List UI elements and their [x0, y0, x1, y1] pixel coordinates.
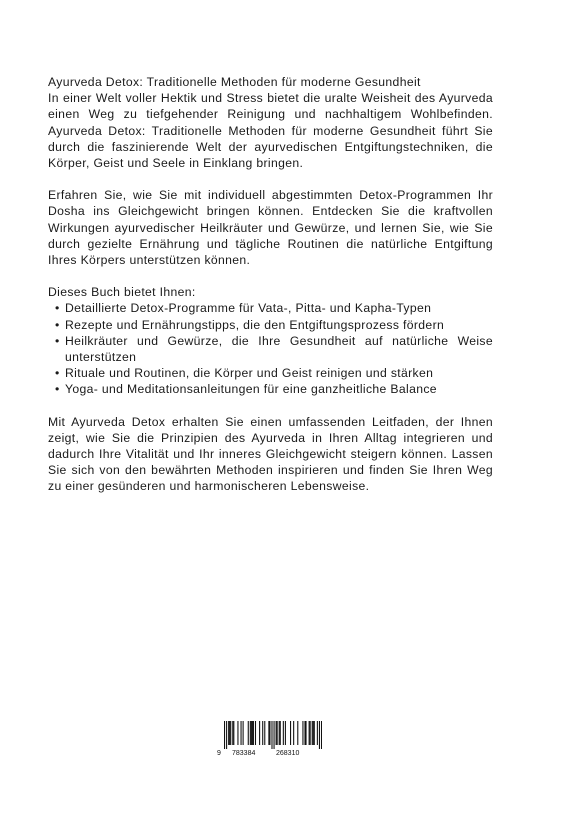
barcode-bar: [279, 721, 280, 745]
barcode-bar: [319, 721, 320, 749]
barcode-bar: [251, 721, 252, 745]
barcode-bar: [264, 721, 265, 745]
barcode-bar: [232, 721, 233, 745]
barcode-bar: [237, 721, 238, 745]
barcode-bar: [226, 721, 227, 749]
intro-paragraph: In einer Welt voller Hektik und Stress bietet die uralte Weisheit des Ayurveda einen Weg zu tiefgehender Reinigung und nachhaltigem Wohlbefinden. Ayurveda Detox: Traditionelle Methoden für moderne Gesundheit führt Sie durch die faszinierende Welt der ayurvedischen Entgiftungstechniken, die Körper, Geist und Seele in Einklang bringen.: [48, 91, 493, 171]
barcode-digit-first: 9: [217, 750, 221, 757]
barcode-bar: [283, 721, 284, 745]
list-item-text: Heilkräuter und Gewürze, die Ihre Gesundheit auf natürliche Weise unterstützen: [65, 333, 493, 365]
barcode-bar: [321, 721, 322, 749]
barcode-bar: [250, 721, 251, 745]
list-heading: Dieses Buch bietet Ihnen:: [48, 285, 196, 300]
list-item: [48, 300, 493, 316]
barcode-bar: [277, 721, 278, 745]
barcode-bar: [297, 721, 298, 745]
barcode-bar: [248, 721, 249, 745]
barcode-digits-left: 783384: [232, 750, 256, 757]
barcode-digits-right: 268310: [276, 750, 300, 757]
barcode-bar: [312, 721, 313, 745]
barcode-bar: [269, 721, 270, 745]
barcode-bar: [317, 721, 318, 745]
list-item: [48, 365, 493, 381]
bullet-icon: •: [55, 382, 60, 397]
list-item-text: Rezepte und Ernährungstipps, die den Entgiftungsprozess fördern: [65, 317, 445, 332]
barcode-bar: [309, 721, 310, 745]
barcode-bar: [228, 721, 229, 745]
closing-paragraph: Mit Ayurveda Detox erhalten Sie einen umfassenden Leitfaden, der Ihnen zeigt, wie Sie die Prinzipien des Ayurveda in Ihren Alltag integrieren und dadurch Ihre Vitalität und Ihr inneres Gleichgewicht steigern können. Lassen Sie sich von den bewährten Methoden inspirieren und finden Sie Ihren Weg zu einer gesünderen und harmonischeren Lebensweise.: [48, 414, 493, 494]
barcode-bar: [229, 721, 230, 745]
barcode-bar: [230, 721, 231, 745]
barcode-bar: [280, 721, 281, 745]
barcode-bar: [305, 721, 306, 745]
barcode-bar: [252, 721, 253, 745]
barcode-bars: [224, 721, 322, 749]
list-item: [48, 381, 493, 397]
list-item-text: Rituale und Routinen, die Körper und Geist reinigen und stärken: [65, 366, 434, 381]
paragraph-gap: [48, 171, 493, 187]
barcode-bar: [310, 721, 311, 745]
barcode-bar: [304, 721, 305, 745]
barcode-bar: [262, 721, 263, 745]
paragraph-gap: [48, 398, 493, 414]
barcode-bar: [314, 721, 315, 745]
barcode-bar: [241, 721, 242, 745]
isbn-barcode: [217, 721, 322, 759]
paragraph-gap: [48, 268, 493, 284]
barcode-bar: [276, 721, 277, 745]
barcode-bar: [233, 721, 234, 745]
list-item: [48, 317, 493, 333]
bullet-icon: •: [55, 317, 60, 332]
barcode-bar: [313, 721, 314, 745]
barcode-bar: [285, 721, 286, 745]
barcode-bar: [293, 721, 294, 745]
barcode-bar: [243, 721, 244, 745]
barcode-bar: [271, 721, 272, 749]
barcode-bar: [259, 721, 260, 745]
benefits-list: [48, 300, 493, 397]
barcode-bar: [274, 721, 275, 749]
list-item-text: Yoga- und Meditationsanleitungen für eine ganzheitliche Balance: [65, 382, 437, 397]
barcode-bar: [255, 721, 256, 745]
paragraph-two: Erfahren Sie, wie Sie mit individuell abgestimmten Detox-Programmen Ihr Dosha ins Gleichgewicht bringen können. Entdecken Sie die kraftvollen Wirkungen ayurvedischer Heilkräuter und Gewürze, und lernen Sie, wie Sie durch gezielte Ernährung und tägliche Routinen die natürliche Entgiftung Ihres Körpers unterstützen können.: [48, 188, 493, 268]
list-item-text: Detaillierte Detox-Programme für Vata-, Pitta- und Kapha-Typen: [65, 301, 432, 316]
list-item: [48, 333, 493, 365]
barcode-digits: [217, 749, 322, 759]
bullet-icon: •: [55, 366, 60, 381]
barcode-bar: [268, 721, 269, 745]
bullet-icon: •: [55, 301, 60, 316]
bullet-icon: •: [55, 333, 60, 348]
barcode-bar: [302, 721, 303, 745]
back-cover-text: [48, 74, 493, 495]
barcode-bar: [290, 721, 291, 745]
book-title: Ayurveda Detox: Traditionelle Methoden für moderne Gesundheit: [48, 75, 421, 89]
barcode-bar: [253, 721, 254, 745]
barcode-bar: [224, 721, 225, 749]
